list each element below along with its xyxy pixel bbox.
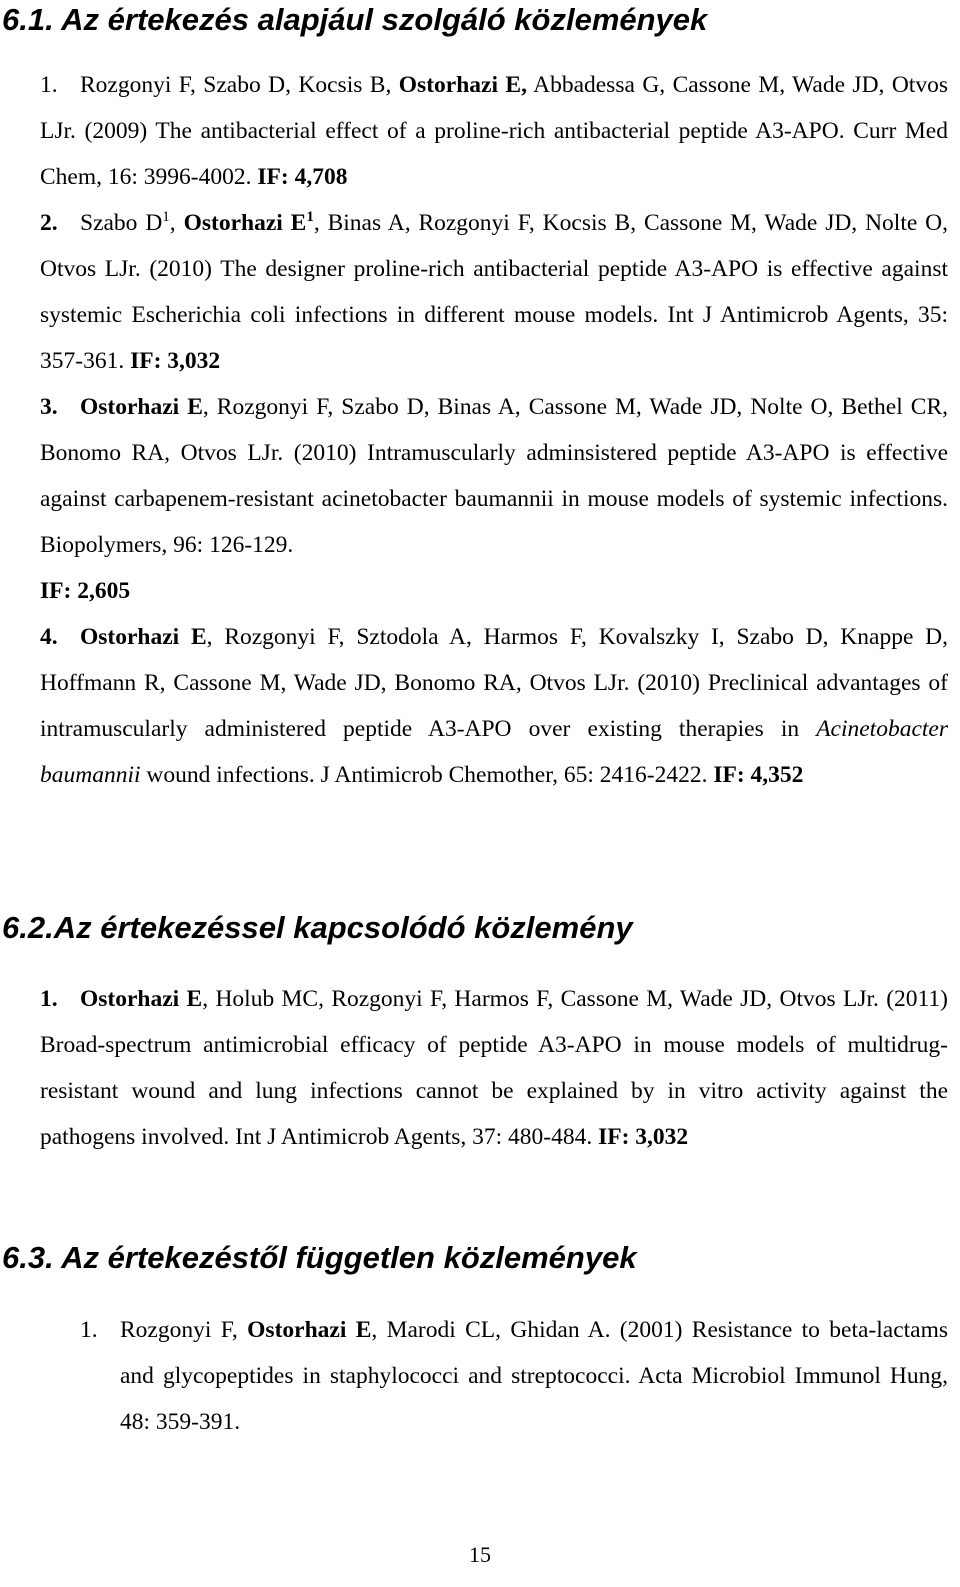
reference-number: 2. (40, 210, 58, 236)
reference-text (40, 976, 948, 1160)
reference-authors: Rozgonyi F, (120, 1317, 238, 1343)
reference-number: 4. (40, 624, 58, 650)
reference-text (40, 384, 948, 614)
reference-item (40, 976, 948, 1160)
reference-text (80, 1307, 948, 1445)
reference-item (40, 614, 948, 798)
species-name: Acinetobacter baumannii (40, 716, 948, 788)
reference-item (40, 62, 948, 200)
reference-details: Abbadessa G, Cassone M, Wade JD, Otvos LJr. (2009) The antibacterial effect of a proline-rich antibacterial peptide A3-APO. Curr Med Chem, 16: 3996-4002. (40, 72, 948, 190)
highlighted-author: Ostorhazi E (80, 394, 203, 420)
separator: , (169, 210, 176, 236)
reference-text (40, 62, 948, 200)
highlighted-author: Ostorhazi E (247, 1317, 372, 1343)
reference-details: , Rozgonyi F, Sztodola A, Harmos F, Kovalszky I, Szabo D, Knappe D, Hoffmann R, Cassone M, Wade JD, Bonomo RA, Otvos LJr. (2010) Preclinical advantages of intramuscularly administered peptide A3-APO over existing therapies in (40, 624, 949, 742)
highlighted-author: Ostorhazi E (80, 986, 203, 1012)
page-number: 15 (469, 1542, 491, 1567)
reference-details: , Binas A, Rozgonyi F, Kocsis B, Cassone M, Wade JD, Nolte O, Otvos LJr. (2010) The designer proline-rich antibacterial peptide A3-APO is effective against systemic Escherichia coli infections in different mouse models. Int J Antimicrob Agents, 35: 357-361. (40, 210, 949, 374)
affiliation-superscript: 1 (306, 209, 314, 226)
reference-number: 1. (40, 986, 58, 1012)
reference-number: 3. (40, 394, 58, 420)
reference-authors: Rozgonyi F, Szabo D, Kocsis B, (80, 72, 392, 98)
reference-number: 1. (40, 72, 58, 98)
reference-details: , Rozgonyi F, Szabo D, Binas A, Cassone M, Wade JD, Nolte O, Bethel CR, Bonomo RA, Otvos LJr. (2010) Intramuscularly adminsistered peptide A3-APO is effective against carbapenem-resistant acinetobacter baumannii in mouse models of systemic infections. Biopolymers, 96: 126-129. (40, 394, 948, 558)
highlighted-author: Ostorhazi E (183, 210, 307, 236)
reference-text (40, 614, 948, 798)
impact-factor: IF: 3,032 (130, 348, 221, 374)
section-heading-6-2: 6.2.Az értekezéssel kapcsolódó közlemény (2, 910, 633, 945)
highlighted-author: Ostorhazi E, (398, 72, 527, 98)
impact-factor: IF: 2,605 (40, 578, 131, 604)
impact-factor: IF: 4,352 (713, 762, 804, 788)
reference-item (40, 200, 948, 384)
impact-factor: IF: 3,032 (598, 1124, 689, 1150)
impact-factor: IF: 4,708 (257, 164, 348, 190)
section-heading-6-3: 6.3. Az értekezéstől független közlemények (2, 1240, 637, 1275)
reference-authors: Szabo D (80, 210, 163, 236)
affiliation-superscript: 1 (162, 209, 170, 226)
reference-text (40, 200, 948, 384)
reference-details: , Holub MC, Rozgonyi F, Harmos F, Cassone M, Wade JD, Otvos LJr. (2011) Broad-spectrum antimicrobial efficacy of peptide A3-APO in mouse models of multidrug-resistant wound and lung infections cannot be explained by in vitro activity against the pathogens involved. Int J Antimicrob Agents, 37: 480-484. (40, 986, 948, 1150)
section-heading-6-1: 6.1. Az értekezés alapjául szolgáló közlemények (2, 2, 708, 37)
reference-item (40, 384, 948, 614)
reference-item (80, 1307, 948, 1445)
reference-details: , Marodi CL, Ghidan A. (2001) Resistance to beta-lactams and glycopeptides in staphylococci and streptococci. Acta Microbiol Immunol Hung, 48: 359-391. (120, 1317, 949, 1435)
highlighted-author: Ostorhazi E (80, 624, 207, 650)
reference-details-tail: wound infections. J Antimicrob Chemother, 65: 2416-2422. (146, 762, 708, 788)
reference-number: 1. (80, 1317, 98, 1343)
